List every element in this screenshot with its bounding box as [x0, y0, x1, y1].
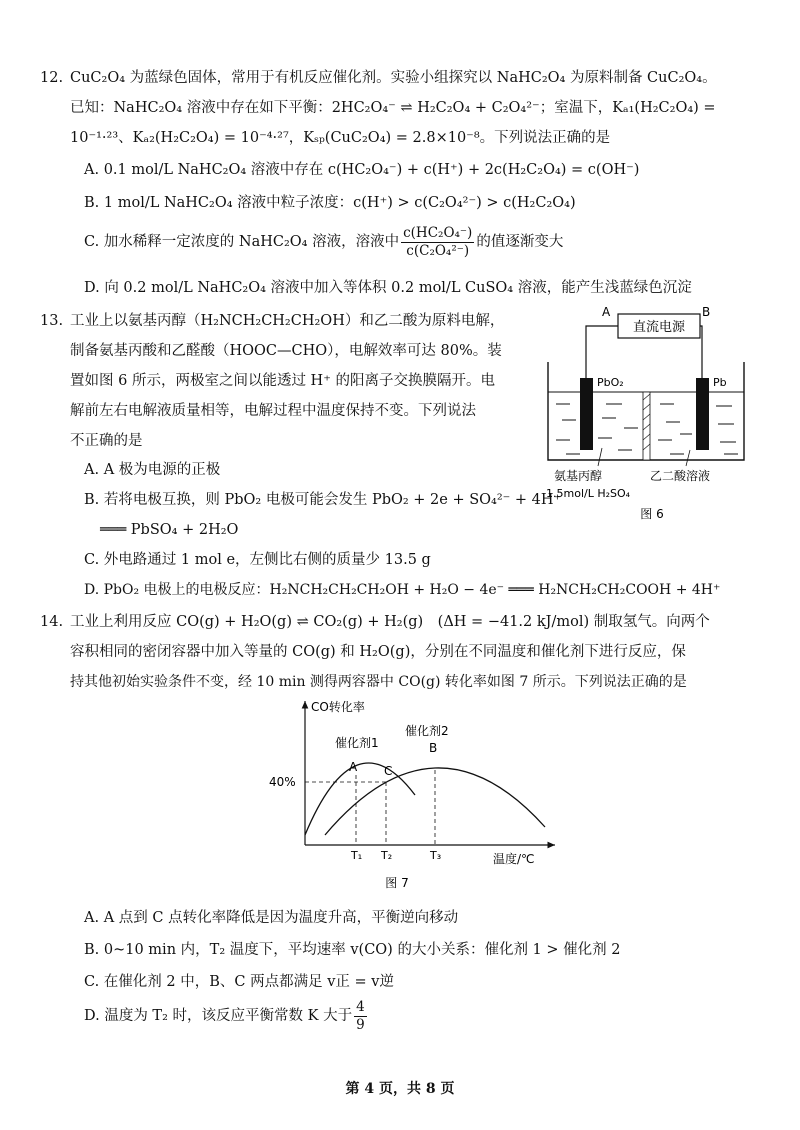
- q13-stem-line1: 工业上以氨基丙醇（H₂NCH₂CH₂CH₂OH）和乙二酸为原料电解，: [70, 313, 505, 329]
- q12-option-c-tail: 的值逐渐变大: [476, 234, 564, 250]
- pbo2-label: PbO₂: [597, 376, 624, 389]
- page-footer: 第 4 页，共 8 页: [345, 1081, 455, 1097]
- power-supply-label: 直流电源: [632, 320, 686, 335]
- fraction-numerator: c(HC₂O₄⁻): [403, 224, 473, 241]
- q14-option-d: [84, 996, 369, 1036]
- legend-catalyst-1: 催化剂1: [335, 736, 379, 750]
- q13-stem-line5: 不正确的是: [70, 433, 143, 449]
- q13-option-c: C. 外电路通过 1 mol e，左侧比右侧的质量少 13.5 g: [84, 552, 431, 568]
- terminal-label-b: B: [702, 305, 711, 319]
- q12-stem-line1: CuC₂O₄ 为蓝绿色固体，常用于有机反应催化剂。实验小组探究以 NaHC₂O₄ 为原料制备 CuC₂O₄。: [70, 70, 717, 86]
- legend-catalyst-2: 催化剂2: [405, 724, 449, 738]
- q12-option-d: D. 向 0.2 mol/L NaHC₂O₄ 溶液中加入等体积 0.2 mol/L CuSO₄ 溶液，能产生浅蓝绿色沉淀: [84, 280, 692, 296]
- left-solution-label-2: 1.5mol/L H₂SO₄: [546, 487, 631, 500]
- x-tick-t3: T₃: [430, 849, 442, 862]
- x-tick-t2: T₂: [381, 849, 393, 862]
- q14-option-a: A. A 点到 C 点转化率降低是因为温度升高，平衡逆向移动: [84, 910, 459, 926]
- q13-option-a: A. A 极为电源的正极: [84, 462, 221, 478]
- point-a-label: A: [349, 760, 358, 774]
- q14-stem-line3: 持其他初始实验条件不变，经 10 min 测得两容器中 CO(g) 转化率如图 7 所示。下列说法正确的是: [70, 674, 687, 690]
- q12-option-b: B. 1 mol/L NaHC₂O₄ 溶液中粒子浓度：c(H⁺) > c(C₂O₄²⁻) > c(H₂C₂O₄): [84, 195, 576, 211]
- q13-option-b-line2: ═══ PbSO₄ + 2H₂O: [100, 522, 239, 538]
- cation-exchange-membrane: [643, 392, 650, 460]
- q14-option-c: C. 在催化剂 2 中，B、C 两点都满足 v正 = v逆: [84, 974, 394, 990]
- q13-stem-line3: 置如图 6 所示，两极室之间以能透过 H⁺ 的阳离子交换膜隔开。电: [70, 373, 495, 389]
- q12-number: 12.: [40, 70, 64, 86]
- figure-6-caption: 图 6: [640, 507, 664, 521]
- q13-stem-line4: 解前左右电解液质量相等，电解过程中温度保持不变。下列说法: [70, 403, 476, 419]
- q14-option-d-fraction: [354, 999, 367, 1034]
- q12-stem-line2: 已知：NaHC₂O₄ 溶液中存在如下平衡：2HC₂O₄⁻ ⇌ H₂C₂O₄ + C₂O₄²⁻；室温下，Kₐ₁(H₂C₂O₄) =: [70, 100, 716, 116]
- x-tick-t1: T₁: [351, 849, 363, 862]
- q14-option-d-text: D. 温度为 T₂ 时，该反应平衡常数 K 大于: [84, 1008, 353, 1024]
- left-solution-label-1: 氨基丙醇: [554, 469, 603, 483]
- fraction-denominator: 9: [356, 1016, 365, 1033]
- right-solution-label: 乙二酸溶液: [650, 469, 711, 483]
- pbo2-electrode: [580, 378, 593, 450]
- q12-option-c-text: C. 加水稀释一定浓度的 NaHC₂O₄ 溶液，溶液中: [84, 234, 400, 250]
- q13-number: 13.: [40, 313, 64, 329]
- terminal-label-a: A: [602, 305, 611, 319]
- pb-label: Pb: [713, 376, 727, 389]
- conversion-rate-chart: [255, 695, 575, 895]
- fraction-denominator: c(C₂O₄²⁻): [406, 242, 470, 259]
- q14-option-b: B. 0~10 min 内，T₂ 温度下，平均速率 v(CO) 的大小关系：催化剂 1 > 催化剂 2: [84, 942, 621, 958]
- point-c-label: C: [384, 764, 393, 778]
- series-catalyst-1-curve: [305, 763, 415, 835]
- q12-option-c-fraction: [401, 225, 474, 260]
- figure-7-caption: 图 7: [385, 876, 409, 890]
- pb-electrode: [696, 378, 709, 450]
- electrolysis-diagram: [540, 300, 755, 525]
- y-tick-40-percent: 40%: [269, 775, 296, 789]
- q12-option-c: [84, 222, 563, 262]
- wire-left: [586, 326, 618, 378]
- q14-number: 14.: [40, 614, 64, 630]
- q12-option-a: A. 0.1 mol/L NaHC₂O₄ 溶液中存在 c(HC₂O₄⁻) + c(H⁺) + 2c(H₂C₂O₄) = c(OH⁻): [84, 162, 640, 178]
- q12-stem-line3: 10⁻¹·²³、Kₐ₂(H₂C₂O₄) = 10⁻⁴·²⁷，Kₛₚ(CuC₂O₄) = 2.8×10⁻⁸。下列说法正确的是: [70, 130, 611, 146]
- x-axis-label: 温度/℃: [493, 852, 535, 866]
- q13-option-b-line1: B. 若将电极互换，则 PbO₂ 电极可能会发生 PbO₂ + 2e + SO₄²⁻ + 4H⁺: [84, 492, 562, 508]
- q14-stem-line1: 工业上利用反应 CO(g) + H₂O(g) ⇌ CO₂(g) + H₂(g) (ΔH = −41.2 kJ/mol) 制取氢气。向两个: [70, 614, 710, 630]
- fraction-numerator: 4: [356, 998, 365, 1015]
- q14-stem-line2: 容积相同的密闭容器中加入等量的 CO(g) 和 H₂O(g)，分别在不同温度和催化剂下进行反应，保: [70, 644, 686, 660]
- q13-stem-line2: 制备氨基丙酸和乙醛酸（HOOC—CHO），电解效率可达 80%。装: [70, 343, 502, 359]
- point-b-label: B: [429, 741, 438, 755]
- y-axis-label: CO转化率: [311, 700, 365, 714]
- q13-option-d: D. PbO₂ 电极上的电极反应：H₂NCH₂CH₂CH₂OH + H₂O − 4e⁻ ═══ H₂NCH₂CH₂COOH + 4H⁺: [84, 582, 721, 598]
